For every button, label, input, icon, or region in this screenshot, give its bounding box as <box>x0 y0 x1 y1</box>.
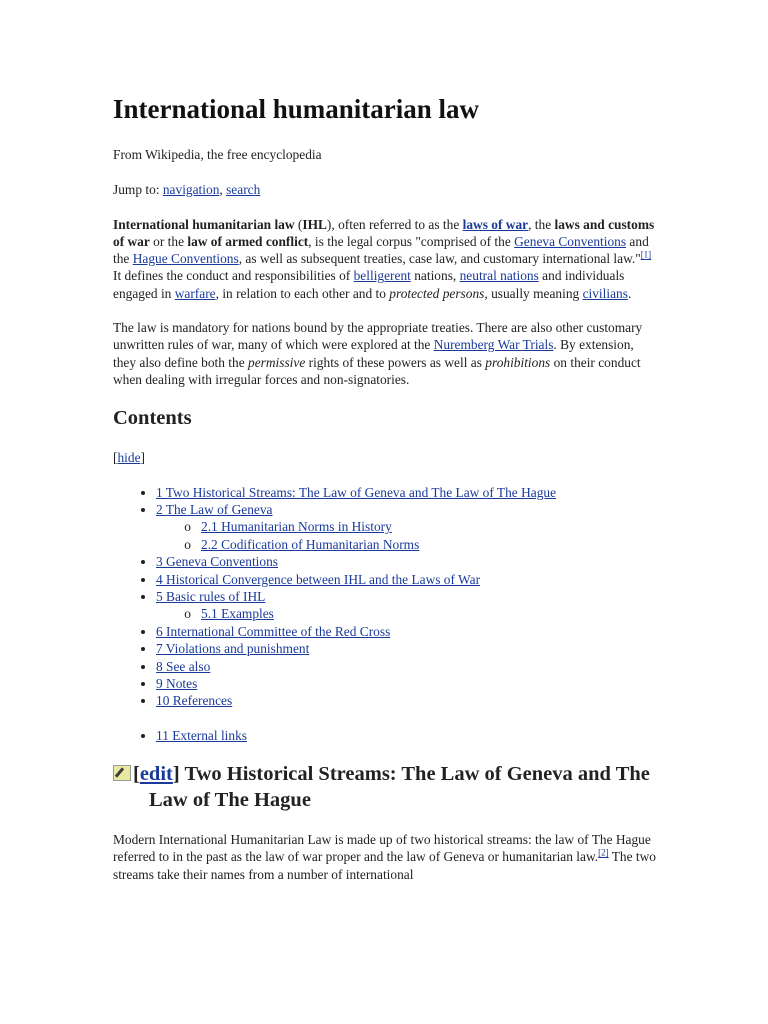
text: nations, <box>410 268 460 284</box>
site-subtitle: From Wikipedia, the free encyclopedia <box>113 147 322 162</box>
italic-permissive: permissive <box>248 354 306 370</box>
text: . <box>627 285 632 301</box>
text: . By extension, they also define both the <box>113 337 634 370</box>
toc-link[interactable]: 4 Historical Convergence between IHL and the Laws of War <box>156 571 481 587</box>
hide-link[interactable]: hide <box>117 450 141 466</box>
toc-link[interactable]: 6 International Committee of the Red Cross <box>156 623 391 639</box>
link-geneva-conventions[interactable]: Geneva Conventions <box>514 233 627 249</box>
text: , as well as subsequent treaties, case law, and customary international law." <box>238 251 641 267</box>
bracket: [ <box>113 450 118 466</box>
intro-paragraph <box>113 216 658 302</box>
section-paragraph <box>113 831 658 883</box>
jump-to <box>113 181 658 198</box>
toc-link[interactable]: 11 External links <box>156 727 247 743</box>
page-title: International humanitarian law <box>113 94 480 124</box>
link-warfare[interactable]: warfare <box>174 285 216 301</box>
toc-item <box>156 501 658 553</box>
ref-2[interactable]: [2] <box>598 847 609 858</box>
table-of-contents-tail <box>113 727 658 744</box>
jump-separator: , <box>219 182 227 198</box>
link-hague-conventions[interactable]: Hague Conventions <box>132 251 239 267</box>
table-of-contents <box>113 484 658 710</box>
toc-item <box>156 692 658 709</box>
second-paragraph <box>113 319 658 388</box>
link-belligerent[interactable]: belligerent <box>353 268 411 284</box>
italic-prohibitions: prohibitions <box>485 354 551 370</box>
text: rights of these powers as well as <box>305 354 486 370</box>
toc-item <box>156 553 658 570</box>
toc-link[interactable]: 5.1 Examples <box>201 606 274 622</box>
toc-toggle <box>113 449 658 466</box>
text: The two streams take their names from a number of international <box>113 849 656 882</box>
toc-link[interactable]: 7 Violations and punishment <box>156 641 310 657</box>
search-link[interactable]: search <box>226 182 261 198</box>
toc-sublist <box>156 605 658 622</box>
toc-subitem <box>201 536 658 553</box>
text: ( <box>294 216 303 232</box>
toc-link[interactable]: 9 Notes <box>156 676 198 692</box>
toc-sublist <box>156 518 658 553</box>
toc-link[interactable]: 5 Basic rules of IHL <box>156 589 266 604</box>
toc-link[interactable]: 1 Two Historical Streams: The Law of Geneva and The Law of The Hague <box>156 484 557 500</box>
text: , is the legal corpus "comprised of the <box>308 233 515 249</box>
bracket: [ <box>133 763 140 786</box>
navigation-link[interactable]: navigation <box>162 182 220 198</box>
jump-prefix: Jump to: <box>113 182 163 198</box>
link-nuremberg[interactable]: Nuremberg War Trials <box>433 337 554 353</box>
section-heading <box>113 761 658 813</box>
bold-abbr: IHL <box>302 216 327 232</box>
toc-item <box>156 675 658 692</box>
article-content <box>113 92 658 900</box>
italic-protected-persons: protected persons <box>389 285 485 301</box>
bold-armed-conflict: law of armed conflict <box>187 233 309 249</box>
text: , usually meaning <box>484 285 583 301</box>
toc-link[interactable]: 2.1 Humanitarian Norms in History <box>201 519 392 535</box>
bracket: ] <box>172 763 180 786</box>
toc-item <box>156 571 658 588</box>
section-title: Two Historical Streams: The Law of Geneva and The Law of The Hague <box>149 763 650 812</box>
toc-item <box>156 484 658 501</box>
toc-link[interactable]: 3 Geneva Conventions <box>156 554 278 570</box>
text: Modern International Humanitarian Law is made up of two historical streams: the law of The Hague referred to in the past as the law of war proper and the law of Geneva or humanitarian law. <box>113 832 651 865</box>
text: The law is mandatory for nations bound by the appropriate treaties. There are also other customary unwritten rules of war, many of which were explored at the <box>113 320 643 353</box>
toc-link[interactable]: 2.2 Codification of Humanitarian Norms <box>201 536 420 552</box>
toc-subitem <box>201 518 658 535</box>
toc-item <box>156 658 658 675</box>
ref-1[interactable]: [1] <box>640 249 652 260</box>
bracket: ] <box>140 450 145 466</box>
edit-link[interactable]: edit <box>139 763 173 786</box>
pencil-icon <box>113 765 131 781</box>
toc-item <box>156 640 658 657</box>
text: or the <box>149 233 188 249</box>
toc-link[interactable]: 8 See also <box>156 658 211 674</box>
link-laws-of-war[interactable]: laws of war <box>462 216 529 232</box>
toc-link[interactable]: 2 The Law of Geneva <box>156 501 273 517</box>
toc-item <box>156 588 658 623</box>
text: and individuals engaged in <box>113 268 625 301</box>
text: on their conduct when dealing with irregular forces and non-signatories. <box>113 354 641 387</box>
bold-ihl: International humanitarian law <box>113 216 295 232</box>
text: , the <box>528 216 555 232</box>
link-neutral-nations[interactable]: neutral nations <box>459 268 539 284</box>
text: and the <box>113 233 649 267</box>
contents-heading: Contents <box>113 407 192 430</box>
toc-subitem <box>201 605 658 622</box>
toc-item <box>156 623 658 640</box>
text: , in relation to each other and to <box>215 285 390 301</box>
toc-link[interactable]: 10 References <box>156 693 233 709</box>
text: ), often referred to as the <box>326 216 463 232</box>
text: It defines the conduct and responsibilities of <box>113 268 354 284</box>
link-civilians[interactable]: civilians <box>582 285 628 301</box>
toc-item <box>156 727 658 744</box>
bold-laws-customs: laws and customs of war <box>113 216 655 249</box>
